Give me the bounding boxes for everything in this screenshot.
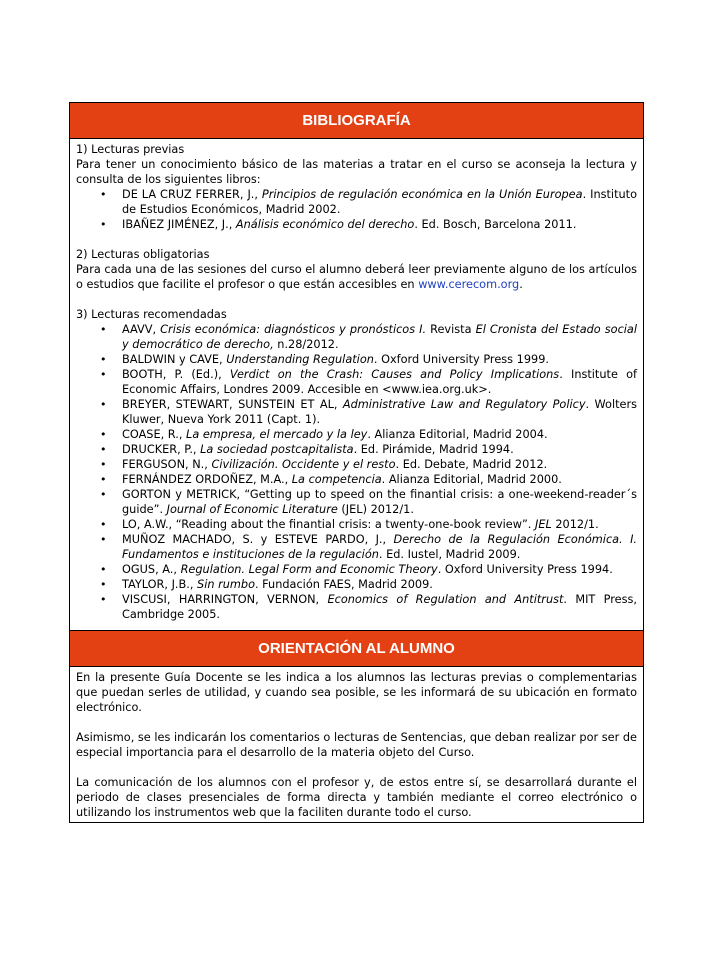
orientacion-paragraph: En la presente Guía Docente se les indica a los alumnos las lecturas previas o complementarias que puedan serles de utilidad, y cuando sea posible, se les informará de su ubicación en formato electrónico. bbox=[76, 671, 637, 714]
list-item: • IBAÑEZ JIMÉNEZ, J., Análisis económico del derecho. Ed. Bosch, Barcelona 2011. bbox=[122, 217, 637, 232]
lecturas-obligatorias-text: Para cada una de las sesiones del curso el alumno deberá leer previamente alguno de los artículos o estudios que facilite el profesor o que están accesibles en www.cerecom.org. bbox=[76, 263, 637, 291]
list-item: • BALDWIN y CAVE, Understanding Regulation. Oxford University Press 1999. bbox=[122, 352, 637, 367]
list-item: • BREYER, STEWART, SUNSTEIN ET AL, Administrative Law and Regulatory Policy. Wolters Kluwer, Nueva York 2011 (Capt. 1). bbox=[122, 397, 637, 427]
lecturas-obligatorias-heading: 2) Lecturas obligatorias bbox=[76, 248, 210, 261]
list-item: • DRUCKER, P., La sociedad postcapitalista. Ed. Pirámide, Madrid 1994. bbox=[122, 442, 637, 457]
list-item: • BOOTH, P. (Ed.), Verdict on the Crash: Causes and Policy Implications. Institute of Economic Affairs, Londres 2009. Accesible en <www.iea.org.uk>. bbox=[122, 367, 637, 397]
list-item: • VISCUSI, HARRINGTON, VERNON, Economics of Regulation and Antitrust. MIT Press, Cambridge 2005. bbox=[122, 592, 637, 622]
lecturas-recomendadas-heading: 3) Lecturas recomendadas bbox=[76, 308, 227, 321]
previas-list bbox=[76, 187, 637, 232]
syllabus-table bbox=[69, 102, 644, 823]
lecturas-previas-heading: 1) Lecturas previas bbox=[76, 143, 185, 156]
bibliografia-content bbox=[70, 138, 643, 630]
list-item: • OGUS, A., Regulation. Legal Form and Economic Theory. Oxford University Press 1994. bbox=[122, 562, 637, 577]
list-item: • TAYLOR, J.B., Sin rumbo. Fundación FAES, Madrid 2009. bbox=[122, 577, 637, 592]
orientacion-content bbox=[70, 666, 643, 822]
orientacion-paragraph: La comunicación de los alumnos con el profesor y, de estos entre sí, se desarrollará durante el periodo de clases presenciales de forma directa y también mediante el correo electrónico o utilizando los instrumentos web que la faciliten durante todo el curso. bbox=[76, 776, 637, 819]
orientacion-paragraph: Asimismo, se les indicarán los comentarios o lecturas de Sentencias, que deban realizar por ser de especial importancia para el desarrollo de la materia objeto del Curso. bbox=[76, 731, 637, 759]
list-item: • AAVV, Crisis económica: diagnósticos y pronósticos I. Revista El Cronista del Estado social y democrático de derecho, n.28/2012. bbox=[122, 322, 637, 352]
list-item: • MUÑOZ MACHADO, S. y ESTEVE PARDO, J., Derecho de la Regulación Económica. I. Fundamentos e instituciones de la regulación. Ed. Iustel, Madrid 2009. bbox=[122, 532, 637, 562]
orientacion-header: ORIENTACIÓN AL ALUMNO bbox=[70, 630, 643, 666]
list-item: • DE LA CRUZ FERRER, J., Principios de regulación económica en la Unión Europea. Instituto de Estudios Económicos, Madrid 2002. bbox=[122, 187, 637, 217]
list-item: • GORTON y METRICK, “Getting up to speed on the finantial crisis: a one-weekend-reader´s guide”. Journal of Economic Literature (JEL) 2012/1. bbox=[122, 487, 637, 517]
recomendadas-list bbox=[76, 322, 637, 622]
list-item: • LO, A.W., “Reading about the finantial crisis: a twenty-one-book review”. JEL 2012/1. bbox=[122, 517, 637, 532]
cerecom-link[interactable]: www.cerecom.org bbox=[418, 278, 520, 291]
bibliografia-header: BIBLIOGRAFÍA bbox=[70, 103, 643, 138]
lecturas-previas-intro: Para tener un conocimiento básico de las materias a tratar en el curso se aconseja la lectura y consulta de los siguientes libros: bbox=[76, 158, 637, 186]
list-item: • FERNÁNDEZ ORDOÑEZ, M.A., La competencia. Alianza Editorial, Madrid 2000. bbox=[122, 472, 637, 487]
list-item: • FERGUSON, N., Civilización. Occidente y el resto. Ed. Debate, Madrid 2012. bbox=[122, 457, 637, 472]
list-item: • COASE, R., La empresa, el mercado y la ley. Alianza Editorial, Madrid 2004. bbox=[122, 427, 637, 442]
